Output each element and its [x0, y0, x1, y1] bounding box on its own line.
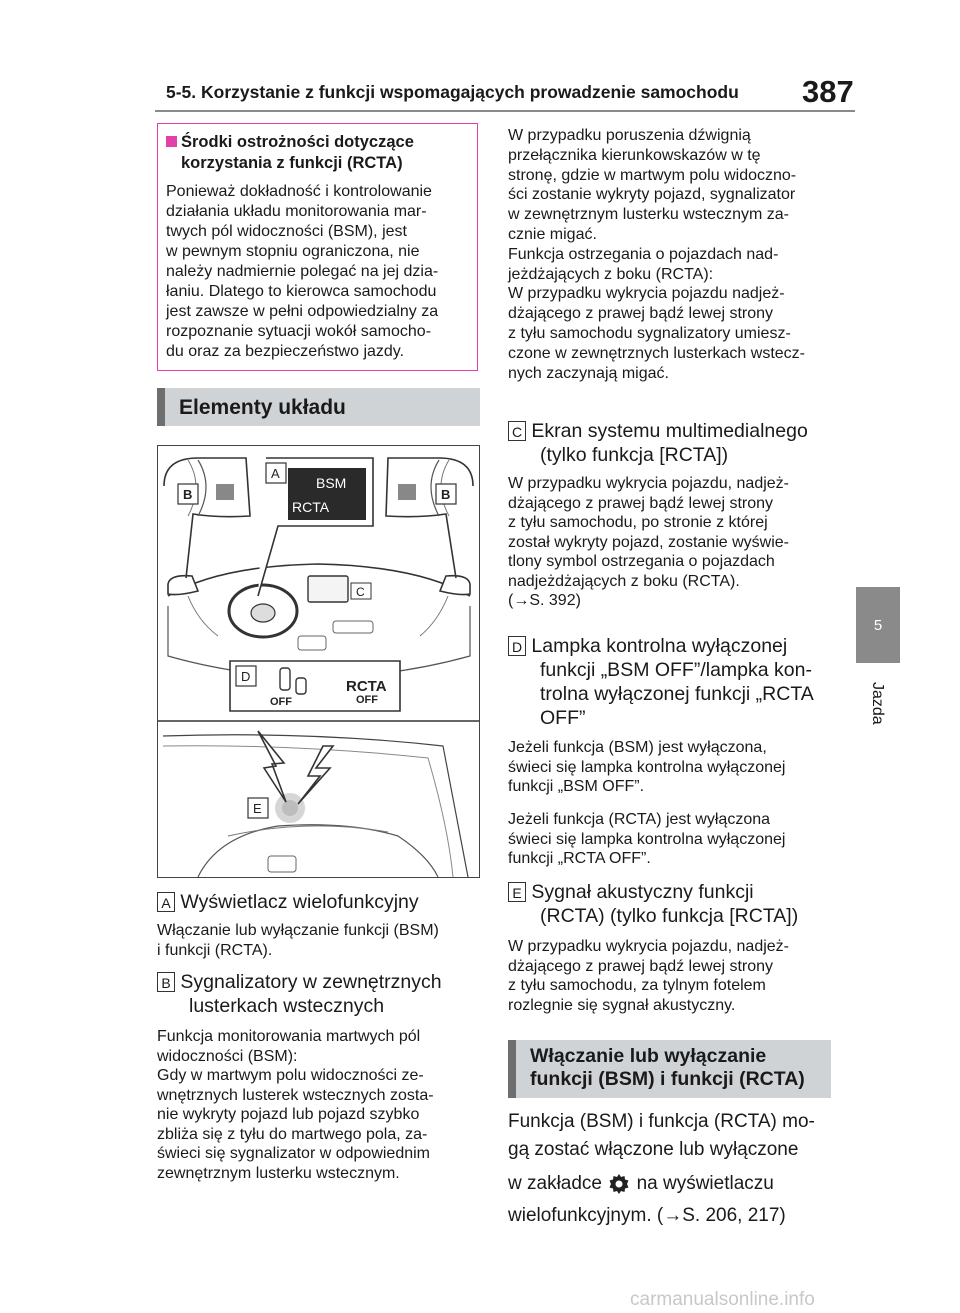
item-c-title-1: Ekran systemu multimedialnego	[531, 420, 808, 442]
item-d-body-2: Jeżeli funkcja (RCTA) jest wyłączona świeci się lampka kontrolna wyłączonej funkcji „RCTA OFF”.	[508, 811, 786, 867]
item-c-title-2: (tylko funkcja [RCTA])	[540, 444, 729, 466]
label-a: A	[271, 466, 280, 481]
item-d-body: Jeżeli funkcja (BSM) jest wyłączona, świeci się lampka kontrolna wyłączonej funkcji „BSM OFF”.	[508, 739, 786, 795]
indicator-off-bsm: OFF	[270, 696, 292, 708]
illustration-drawing	[158, 446, 479, 877]
label-d: D	[241, 669, 251, 684]
item-b-title-2: lusterkach wstecznych	[189, 995, 385, 1017]
display-bsm: BSM	[316, 475, 347, 491]
letter-badge-a: A	[157, 892, 175, 912]
indicator-rcta: RCTA	[346, 678, 387, 695]
label-c: C	[356, 585, 365, 599]
letter-badge-d: D	[508, 636, 526, 656]
letter-badge-b: B	[157, 972, 175, 992]
chapter-tab	[856, 587, 900, 663]
watermark: carmanualsonline.info	[630, 1289, 815, 1310]
toggle-instructions: Funkcja (BSM) i funkcja (RCTA) mo- gą zostać włączone lub wyłączone w zakładce na wyświetlaczu wielofunkcyjnym. (→S. 206, 217)	[508, 1111, 815, 1226]
item-e-title-1: Sygnał akustyczny funkcji	[531, 881, 754, 903]
item-a	[157, 890, 487, 914]
item-d-title-1: Lampka kontrolna wyłączonej	[531, 635, 788, 657]
item-b	[157, 970, 487, 1018]
item-a-body: Włączanie lub wyłączanie funkcji (BSM) i funkcji (RCTA).	[157, 922, 439, 959]
item-b-title-1: Sygnalizatory w zewnętrznych	[180, 971, 442, 993]
header-title: 5-5. Korzystanie z funkcji wspomagających prowadzenie samochodu	[166, 82, 739, 102]
item-e-body: W przypadku wykrycia pojazdu, nadjeż- dżającego z prawej bądź lewej strony z tyłu samochodu, za tylnym fotelem rozlegnie się sygnał akustyczny.	[508, 938, 790, 1014]
item-e: E Sygnał akustyczny funkcji (RCTA) (tylko funkcja [RCTA])	[508, 880, 838, 928]
letter-badge-e: E	[508, 882, 526, 902]
chapter-number: 5	[873, 616, 883, 634]
section-heading-toggle: Włączanie lub wyłączanie funkcji (BSM) i funkcji (RCTA)	[508, 1040, 831, 1098]
page-number: 387	[802, 74, 854, 109]
label-e: E	[253, 801, 262, 816]
right-intro: W przypadku poruszenia dźwignią przełącznika kierunkowskazów w tę stronę, gdzie w martwym polu widoczno- ści zostanie wykryty pojazd, sygnalizator w zewnętrznym lusterku wstecznym za- cznie migać. Funkcja ostrzegania o pojazdach nad- jeżdżających z boku (RCTA): W przypadku wykrycia pojazdu nadjeż- dżającego z prawej bądź lewej strony z tyłu samochodu sygnalizatory umiesz- czone w zewnętrznych lusterkach wstecz- nych zaczynają migać.	[508, 127, 805, 382]
letter-badge-c: C	[508, 421, 526, 441]
item-d: D Lampka kontrolna wyłączonej funkcji „BSM OFF”/lampka kon- trolna wyłączonej funkcji „RCTA OFF”	[508, 634, 838, 730]
system-illustration	[157, 445, 480, 878]
caution-bullet-icon	[166, 136, 177, 147]
gear-icon	[607, 1172, 631, 1196]
label-b-right: B	[441, 487, 451, 502]
caution-body: Ponieważ dokładność i kontrolowanie działania układu monitorowania mar- twych pól widoczności (BSM), jest w pewnym stopniu ograniczona, nie należy nadmiernie polegać na jej dzia- łaniu. Dlatego to kierowca samochodu jest zawsze w pełni odpowiedzialny za rozpoznanie sytuacji wokół samocho- du oraz za bezpieczeństwo jazdy.	[166, 183, 439, 360]
indicator-off-rcta: OFF	[356, 694, 378, 706]
item-b-body: Funkcja monitorowania martwych pól widoczności (BSM): Gdy w martwym polu widoczności ze- wnętrznych lusterek wstecznych zosta- nie wykryty pojazd lub pojazd szybko zbliża się z tyłu do martwego pola, za- świeci się sygnalizator w odpowiednim zewnętrznym lusterku wstecznym.	[157, 1028, 434, 1182]
display-rcta: RCTA	[292, 499, 330, 515]
header-divider	[155, 110, 855, 112]
label-b-left: B	[183, 487, 193, 502]
section-heading-elements: Elementy układu	[157, 388, 480, 426]
item-c-body: W przypadku wykrycia pojazdu, nadjeż- dżającego z prawej bądź lewej strony z tyłu samochodu, po stronie z której został wykryty pojazd, zostanie wyświe- tlony symbol ostrzegania o pojazdach nadjeżdżających z boku (RCTA). (→S. 392)	[508, 475, 790, 609]
item-a-title: Wyświetlacz wielofunkcyjny	[180, 891, 419, 913]
caution-title: Środki ostrożności dotyczące korzystania z funkcji (RCTA)	[166, 132, 466, 174]
item-c	[508, 419, 838, 467]
chapter-label: Jazda	[869, 682, 886, 725]
